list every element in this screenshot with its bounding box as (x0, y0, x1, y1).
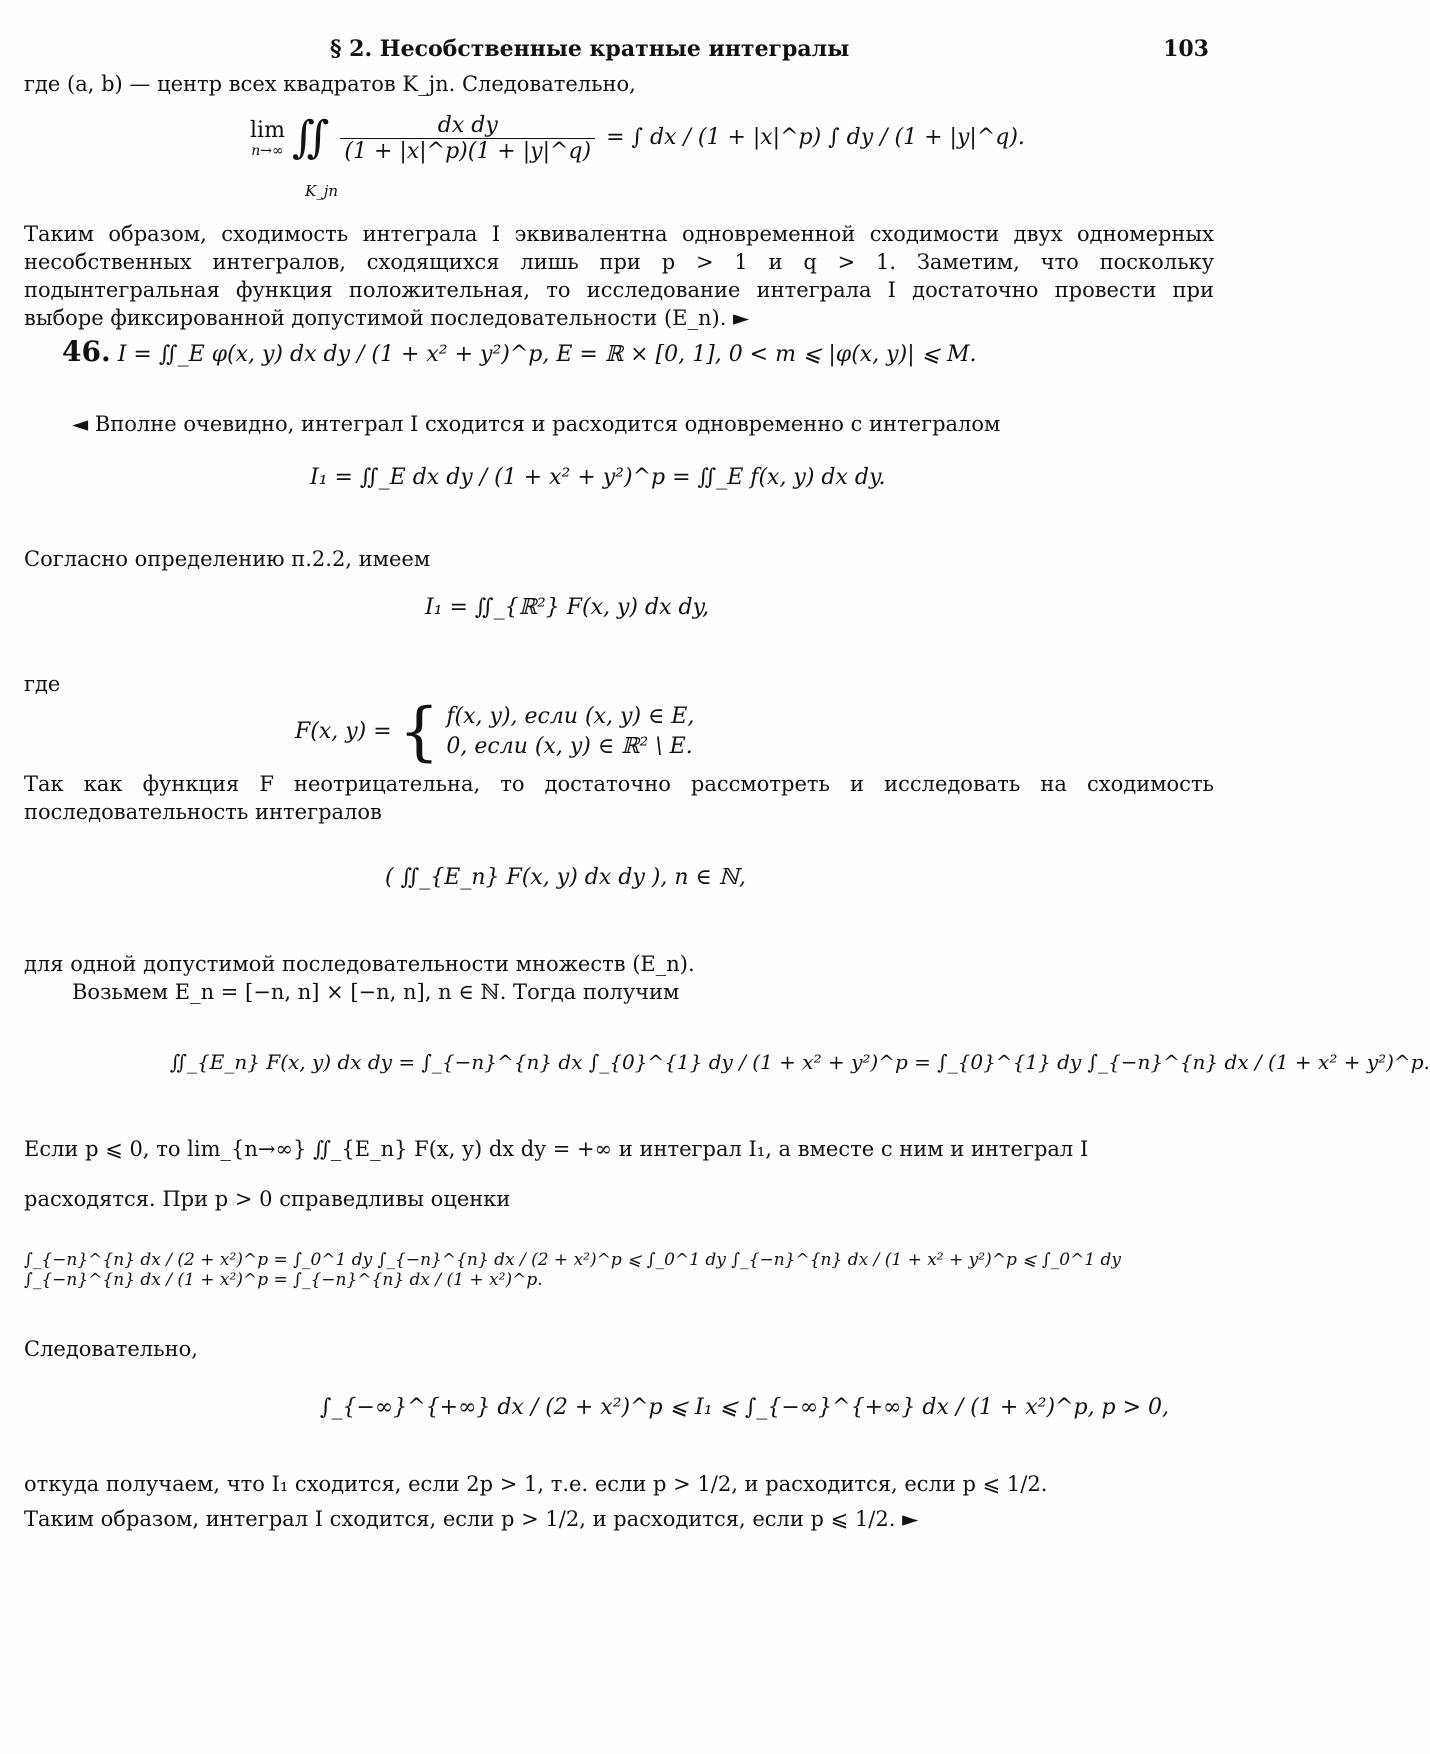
paragraph-1: Таким образом, сходимость интеграла I эквивалентна одновременной сходимости двух одномерных несобственных интегралов, сходящихся лишь при p > 1 и q > 1. Заметим, что поскольку подынтегральная функция положительная, то исследование интеграла I достаточно провести при выборе фиксированной допустимой последовательности (E_n). ► (24, 222, 1214, 330)
equation-5: ( ∬_{E_n} F(x, y) dx dy ), n ∈ ℕ, (385, 865, 746, 890)
paragraph-5: Так как функция F неотрицательна, то достаточно рассмотреть и исследовать на сходимость последовательность интегралов (24, 772, 1214, 824)
equation-2: I₁ = ∬_E dx dy / (1 + x² + y²)^p = ∬_E f(x, y) dx dy. (310, 465, 886, 490)
paragraph-10: Следовательно, (24, 1337, 198, 1361)
page-header (0, 36, 1239, 66)
paragraph-2: ◄ Вполне очевидно, интеграл I сходится и расходится одновременно с интегралом (72, 412, 1001, 436)
cases: f(x, y), если (x, y) ∈ E, 0, если (x, y) ∈ ℝ² \ E. (446, 704, 695, 759)
paragraph-4: где (24, 672, 61, 696)
problem-number: 46. (62, 335, 111, 368)
paragraph-9: расходятся. При p > 0 справедливы оценки (24, 1187, 511, 1211)
paragraph-6: для одной допустимой последовательности множеств (E_n). (24, 952, 695, 976)
equation-6: ∬_{E_n} F(x, y) dx dy = ∫_{−n}^{n} dx ∫_{0}^{1} dy / (1 + x² + y²)^p = ∫_{0}^{1} dy ∫_{−n}^{n} dx / (1 + x² + y²)^p. (170, 1050, 1430, 1074)
page-number: 103 (1163, 36, 1209, 62)
text-line-1: где (a, b) — центр всех квадратов K_jn. Следовательно, (24, 72, 636, 96)
problem-46 (62, 335, 977, 368)
equation-1-rhs: = ∫ dx / (1 + |x|^p) ∫ dy / (1 + |y|^q). (606, 125, 1025, 150)
equation-7: ∫_{−n}^{n} dx / (2 + x²)^p = ∫_0^1 dy ∫_{−n}^{n} dx / (2 + x²)^p ⩽ ∫_0^1 dy ∫_{−n}^{n} dx / (1 + x² + y²)^p ⩽ ∫_0^1 dy ∫_{−n}^{n} dx / (1 + x²)^p = ∫_{−n}^{n} dx / (1 + x²)^p. (24, 1250, 1122, 1290)
paragraph-11: откуда получаем, что I₁ сходится, если 2p > 1, т.е. если p > 1/2, и расходится, если p ⩽ 1/2. (24, 1472, 1048, 1496)
paragraph-7: Возьмем E_n = [−n, n] × [−n, n], n ∈ ℕ. Тогда получим (72, 980, 680, 1004)
paragraph-3: Согласно определению п.2.2, имеем (24, 547, 431, 571)
paragraph-8: Если p ⩽ 0, то lim_{n→∞} ∬_{E_n} F(x, y) dx dy = +∞ и интеграл I₁, а вместе с ним и интеграл I (24, 1137, 1089, 1161)
integral-subscript: K_jn (305, 182, 339, 200)
equation-8: ∫_{−∞}^{+∞} dx / (2 + x²)^p ⩽ I₁ ⩽ ∫_{−∞}^{+∞} dx / (1 + x²)^p, p > 0, (320, 1395, 1170, 1420)
equation-3: I₁ = ∬_{ℝ²} F(x, y) dx dy, (425, 595, 710, 620)
paragraph-12: Таким образом, интеграл I сходится, если p > 1/2, и расходится, если p ⩽ 1/2. ► (24, 1507, 919, 1531)
equation-1 (250, 112, 1025, 164)
double-integral-sign: ∬ (291, 112, 330, 163)
problem-statement: I = ∬_E φ(x, y) dx dy / (1 + x² + y²)^p, E = ℝ × [0, 1], 0 < m ⩽ |φ(x, y)| ⩽ M. (117, 342, 977, 367)
fraction: $\frac{\text{dx dy}}{(1 + |x|\^{}p)(1 + |y|\^{}q)}$ (340, 113, 595, 164)
section-title: § 2. Несобственные кратные интегралы (330, 36, 850, 62)
equation-4: F(x, y) = { f(x, y), если (x, y) ∈ E, 0, если (x, y) ∈ ℝ² \ E. (295, 695, 695, 769)
limit-operator: lim n→∞ (250, 117, 285, 159)
